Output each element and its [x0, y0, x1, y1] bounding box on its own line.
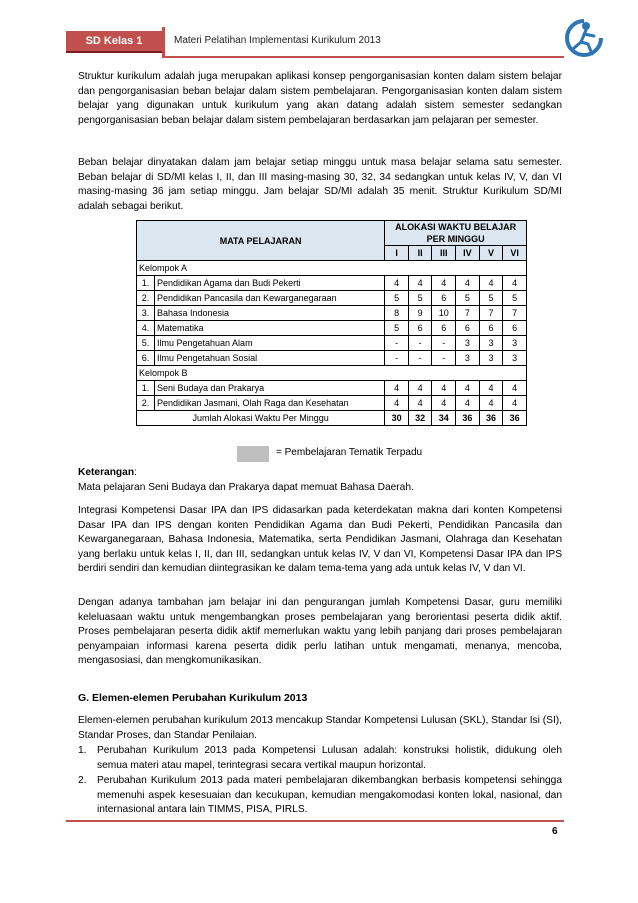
- row-value: 9: [408, 306, 432, 321]
- header-rule: [162, 56, 564, 58]
- table-row: [137, 351, 527, 366]
- paragraph-beban: Beban belajar dinyatakan dalam jam belajar setiap minggu untuk masa belajar selama satu semester. Beban belajar di SD/MI kelas I, II, dan III masing-masing 30, 32, 34 sedangkan untuk kelas IV, V, dan VI masing-masing 36 jam setiap minggu. Jam belajar SD/MI adalah 35 menit. Struktur Kurikulum SD/MI adalah sebagai berikut.: [78, 157, 562, 212]
- row-value: -: [408, 351, 432, 366]
- paragraph-integrasi: Integrasi Kompetensi Dasar IPA dan IPS didasarkan pada keterdekatan makna dari konten Kompetensi Dasar IPA dan IPS dengan konten Pendidikan Agama dan Budi Pekerti, Pendidikan Pancasila dan Kewarganegaraan, Bahasa Indonesia, Matematika, serta Pendidikan Jasmani, Olahraga dan Kesehatan yang berlaku untuk kelas I, II, dan III, sedangkan untuk kelas IV, V dan VI, Kompetensi Dasar IPA dan IPS berdiri sendiri dan kemudian diintegrasikan ke dalam tema-tema yang ada untuk kelas IV, V dan VI.: [78, 505, 562, 575]
- list-item: [78, 744, 562, 773]
- list-item: [78, 774, 562, 818]
- row-number: 2.: [137, 291, 155, 306]
- row-value: 10: [432, 306, 456, 321]
- curriculum-table: [136, 220, 527, 426]
- total-value: 36: [456, 411, 480, 426]
- table-header-alloc: ALOKASI WAKTU BELAJAR PER MINGGU: [385, 221, 527, 246]
- row-value: 6: [503, 321, 527, 336]
- row-value: 4: [385, 381, 409, 396]
- total-value: 36: [479, 411, 503, 426]
- page-number: 6: [552, 826, 558, 837]
- row-value: 4: [456, 276, 480, 291]
- total-value: 32: [408, 411, 432, 426]
- row-number: 5.: [137, 336, 155, 351]
- row-value: 4: [385, 396, 409, 411]
- row-value: 5: [503, 291, 527, 306]
- header-title: Materi Pelatihan Implementasi Kurikulum 2013: [174, 35, 381, 46]
- row-value: 8: [385, 306, 409, 321]
- total-value: 36: [503, 411, 527, 426]
- table-row: [137, 381, 527, 396]
- row-subject: Matematika: [155, 321, 385, 336]
- row-value: 5: [456, 291, 480, 306]
- row-value: 5: [385, 321, 409, 336]
- row-value: 4: [456, 396, 480, 411]
- row-value: 4: [503, 276, 527, 291]
- total-value: 30: [385, 411, 409, 426]
- row-value: 3: [456, 336, 480, 351]
- header-separator: [162, 27, 165, 57]
- section-title: G. Elemen-elemen Perubahan Kurikulum 2013: [78, 692, 308, 704]
- row-value: 7: [456, 306, 480, 321]
- row-value: 4: [432, 276, 456, 291]
- row-value: 7: [479, 306, 503, 321]
- row-value: 4: [408, 276, 432, 291]
- row-value: -: [408, 336, 432, 351]
- row-value: -: [432, 351, 456, 366]
- table-row: [137, 276, 527, 291]
- row-value: -: [385, 351, 409, 366]
- grade-header: V: [479, 246, 503, 261]
- row-value: -: [385, 336, 409, 351]
- row-subject: Ilmu Pengetahuan Alam: [155, 336, 385, 351]
- table-row: [137, 396, 527, 411]
- row-number: 4.: [137, 321, 155, 336]
- grade-header: II: [408, 246, 432, 261]
- row-subject: Pendidikan Jasmani, Olah Raga dan Kesehatan: [155, 396, 385, 411]
- row-subject: Bahasa Indonesia: [155, 306, 385, 321]
- row-value: 4: [479, 276, 503, 291]
- total-row: [137, 411, 527, 426]
- row-value: 4: [385, 276, 409, 291]
- row-value: 6: [456, 321, 480, 336]
- header-badge: SD Kelas 1: [66, 31, 162, 53]
- grade-header: IV: [456, 246, 480, 261]
- paragraph-tambahan: Dengan adanya tambahan jam belajar ini dan pengurangan jumlah Kompetensi Dasar, guru memiliki keleluasaan waktu untuk mengembangkan proses pembelajaran yang berorientasi peserta didik aktif. Proses pembelajaran peserta didik aktif memerlukan waktu yang lebih panjang dari proses pembelajaran penyampaian informasi karena peserta didik perlu latihan untuk mengamati, menanya, mencoba, mengasosiasi, dan mengkomunikasikan.: [78, 597, 562, 667]
- row-number: 6.: [137, 351, 155, 366]
- row-value: 3: [503, 351, 527, 366]
- row-value: 3: [456, 351, 480, 366]
- row-number: 2.: [137, 396, 155, 411]
- tut-wuri-logo-icon: [562, 14, 610, 60]
- grade-header: III: [432, 246, 456, 261]
- row-value: 4: [479, 381, 503, 396]
- row-value: 6: [408, 321, 432, 336]
- table-row: [137, 291, 527, 306]
- row-number: 1.: [137, 276, 155, 291]
- total-value: 34: [432, 411, 456, 426]
- row-subject: Seni Budaya dan Prakarya: [155, 381, 385, 396]
- list-number: 2.: [78, 775, 87, 786]
- row-value: 4: [408, 396, 432, 411]
- row-value: 3: [479, 336, 503, 351]
- row-value: 5: [385, 291, 409, 306]
- row-value: 6: [432, 321, 456, 336]
- group-label: Kelompok B: [137, 366, 527, 381]
- row-number: 1.: [137, 381, 155, 396]
- paragraph-struktur: Struktur kurikulum adalah juga merupakan aplikasi konsep pengorganisasian konten dalam sistem belajar dan pengorganisasian beban belajar dalam sistem pembelajaran. Pengorganisasian konten dalam sistem belajar yang digunakan untuk kurikulum yang akan datang adalah sistem semester sedangkan pengorganisasian beban belajar dalam sistem pembelajaran berdasarkan jam pelajaran per semester.: [78, 71, 562, 126]
- row-subject: Pendidikan Agama dan Budi Pekerti: [155, 276, 385, 291]
- grade-header: VI: [503, 246, 527, 261]
- row-value: 7: [503, 306, 527, 321]
- row-value: 3: [503, 336, 527, 351]
- row-value: 4: [408, 381, 432, 396]
- row-value: 4: [456, 381, 480, 396]
- table-row: [137, 321, 527, 336]
- footer-rule: [66, 820, 564, 822]
- row-value: 3: [479, 351, 503, 366]
- row-number: 3.: [137, 306, 155, 321]
- table-header-subject: MATA PELAJARAN: [137, 221, 385, 261]
- row-value: -: [432, 336, 456, 351]
- row-value: 4: [479, 396, 503, 411]
- total-label: Jumlah Alokasi Waktu Per Minggu: [137, 411, 385, 426]
- notes-block: Keterangan: Mata pelajaran Seni Budaya dan Prakarya dapat memuat Bahasa Daerah.: [78, 467, 414, 493]
- row-value: 5: [408, 291, 432, 306]
- notes-line: Mata pelajaran Seni Budaya dan Prakarya dapat memuat Bahasa Daerah.: [78, 481, 414, 493]
- list-number: 1.: [78, 745, 87, 756]
- row-subject: Pendidikan Pancasila dan Kewarganegaraan: [155, 291, 385, 306]
- notes-label: Keterangan: [78, 467, 135, 478]
- list-text: Perubahan Kurikulum 2013 pada materi pembelajaran dikembangkan berbasis kompetensi sehingga memenuhi aspek kesesuaian dan kecukupan, kemudian mengakomodasi konten lokal, nasional, dan internasional antara lain TIMMS, PISA, PIRLS.: [97, 775, 562, 816]
- table-row: [137, 336, 527, 351]
- table-row: [137, 306, 527, 321]
- row-subject: Ilmu Pengetahuan Sosial: [155, 351, 385, 366]
- row-value: 6: [479, 321, 503, 336]
- row-value: 4: [503, 381, 527, 396]
- legend-text: = Pembelajaran Tematik Terpadu: [276, 447, 423, 458]
- group-label: Kelompok A: [137, 261, 527, 276]
- grade-header: I: [385, 246, 409, 261]
- row-value: 5: [479, 291, 503, 306]
- row-value: 4: [432, 396, 456, 411]
- legend-swatch: [237, 446, 269, 462]
- row-value: 6: [432, 291, 456, 306]
- row-value: 4: [503, 396, 527, 411]
- list-text: Perubahan Kurikulum 2013 pada Kompetensi Lulusan adalah: konstruksi holistik, didukung oleh semua materi atau mapel, terintegrasi secara vertikal maupun horizontal.: [97, 745, 562, 771]
- section-intro: Elemen-elemen perubahan kurikulum 2013 mencakup Standar Kompetensi Lulusan (SKL), Standar Isi (SI), Standar Proses, dan Standar Penilaian.: [78, 715, 562, 741]
- row-value: 4: [432, 381, 456, 396]
